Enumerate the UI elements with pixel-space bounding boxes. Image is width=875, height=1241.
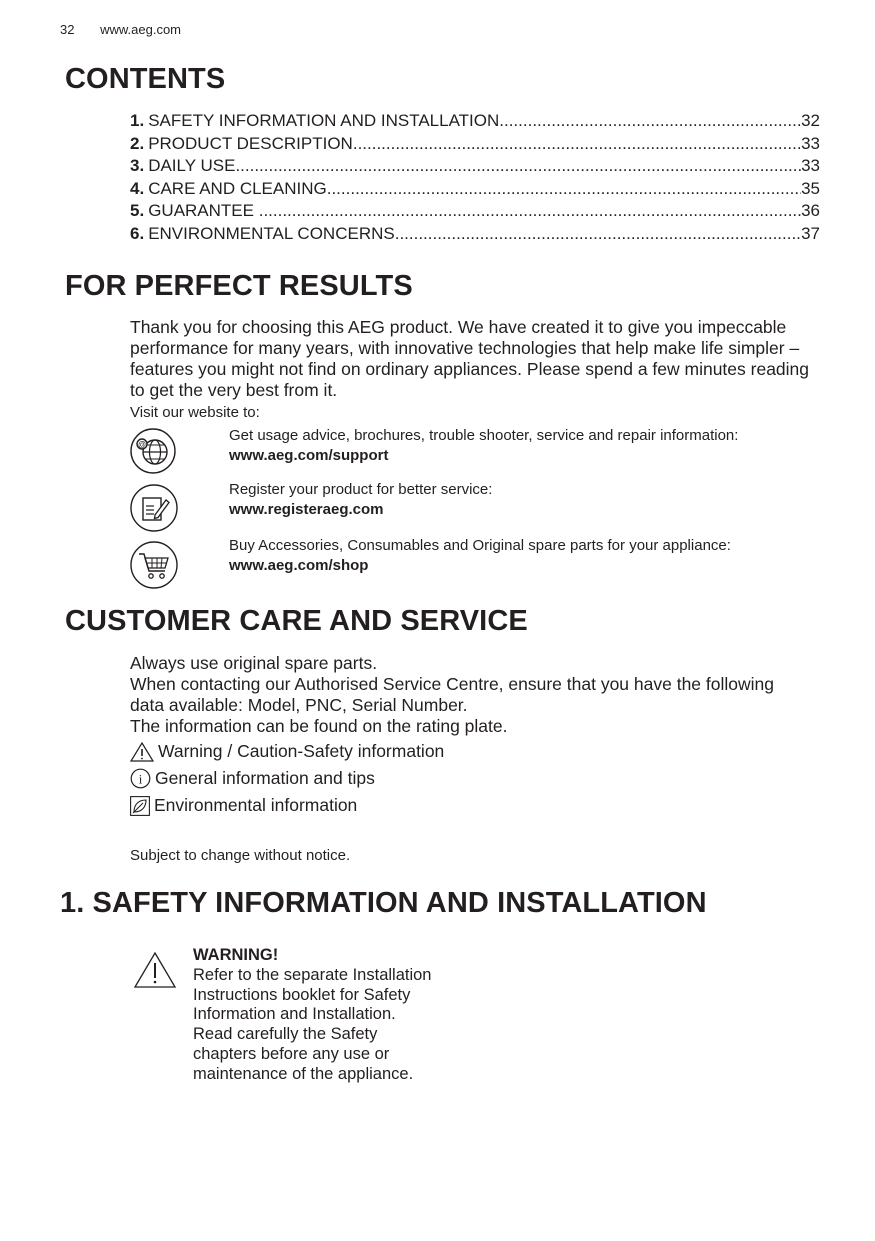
toc-item-page: 36: [801, 201, 820, 221]
intro-paragraph: Thank you for choosing this AEG product. We have created it to give you impeccable performance for many years, with innovative technologies that help make life simpler – features you might not find on ordinary appliances. Please spend a few minutes reading to get the very best from it.: [130, 317, 810, 400]
info-icon: [130, 768, 151, 789]
toc-item[interactable]: [130, 223, 820, 246]
website-link[interactable]: www.aeg.com: [100, 22, 182, 37]
toc-item[interactable]: [130, 200, 820, 223]
svg-text:i: i: [138, 771, 143, 787]
svg-text:@: @: [138, 440, 146, 449]
legend-label: Environmental information: [154, 795, 358, 815]
toc-item-number: 1.: [130, 111, 145, 130]
toc-item-number: 4.: [130, 178, 145, 198]
shop-link[interactable]: www.aeg.com/shop: [229, 557, 369, 574]
page-header: [60, 22, 181, 37]
toc-item[interactable]: [130, 110, 820, 133]
toc-item-page: 33: [801, 156, 820, 176]
toc-leader-dots: [395, 223, 801, 246]
legend-warning: [130, 741, 444, 762]
toc-item-page: 35: [801, 178, 820, 198]
perfect-results-title: FOR PERFECT RESULTS: [65, 270, 413, 302]
leaf-icon: [130, 796, 150, 816]
toc-item-number: 5.: [130, 201, 145, 221]
warning-box: [193, 946, 433, 1085]
toc-leader-dots: [499, 110, 801, 133]
service-description: Buy Accessories, Consumables and Original spare parts for your appliance:: [229, 537, 731, 554]
change-notice: Subject to change without notice.: [130, 847, 351, 864]
warning-icon: [133, 951, 177, 989]
contents-title: CONTENTS: [65, 63, 226, 95]
toc-item-label: PRODUCT DESCRIPTION: [148, 133, 353, 153]
toc-item-page: 33: [801, 133, 820, 153]
toc-item[interactable]: [130, 178, 820, 201]
table-of-contents: [130, 110, 820, 246]
register-icon: [130, 484, 178, 532]
visit-label: Visit our website to:: [130, 404, 260, 421]
toc-item-label: ENVIRONMENTAL CONCERNS: [148, 223, 395, 243]
service-shop: [229, 536, 819, 576]
register-link[interactable]: www.registeraeg.com: [229, 501, 384, 518]
service-support: [229, 426, 819, 466]
warning-title: WARNING!: [193, 946, 279, 964]
support-link[interactable]: www.aeg.com/support: [229, 447, 389, 464]
toc-item-page: 32: [801, 111, 820, 130]
toc-leader-dots: [327, 178, 801, 201]
shopping-cart-icon: [130, 541, 178, 589]
toc-item[interactable]: [130, 155, 820, 178]
care-line: The information can be found on the rating plate.: [130, 716, 508, 736]
service-description: Register your product for better service:: [229, 481, 493, 498]
toc-item-page: 37: [801, 223, 820, 243]
toc-item-label: GUARANTEE: [148, 201, 259, 221]
toc-item[interactable]: [130, 133, 820, 156]
legend-label: Warning / Caution-Safety information: [158, 741, 445, 761]
warning-icon: [130, 742, 154, 762]
customer-care-text: [130, 653, 810, 737]
toc-item-number: 6.: [130, 223, 145, 243]
care-line: When contacting our Authorised Service Centre, ensure that you have the following data available: Model, PNC, Serial Number.: [130, 674, 774, 715]
safety-section-title: 1. SAFETY INFORMATION AND INSTALLATION: [60, 887, 707, 919]
service-register: [229, 480, 819, 520]
toc-item-number: 3.: [130, 156, 145, 176]
legend-label: General information and tips: [155, 768, 375, 788]
toc-item-label: DAILY USE: [148, 156, 236, 176]
toc-leader-dots: [353, 133, 801, 156]
toc-leader-dots: [259, 200, 801, 223]
toc-item-label: CARE AND CLEANING: [148, 178, 327, 198]
service-description: Get usage advice, brochures, trouble shooter, service and repair information:: [229, 427, 739, 444]
toc-leader-dots: [235, 155, 801, 178]
toc-item-label: SAFETY INFORMATION AND INSTALLATION: [148, 111, 500, 130]
legend-environment: [130, 795, 357, 816]
globe-icon: [130, 428, 176, 474]
care-line: Always use original spare parts.: [130, 653, 378, 673]
page-number: 32: [60, 22, 75, 37]
toc-item-number: 2.: [130, 133, 145, 153]
customer-care-title: CUSTOMER CARE AND SERVICE: [65, 605, 528, 637]
warning-text: Refer to the separate Installation Instructions booklet for Safety Information and Installation. Read carefully the Safety chapters before any use or maintenance of the appliance.: [193, 965, 432, 1083]
legend-info: [130, 768, 375, 789]
